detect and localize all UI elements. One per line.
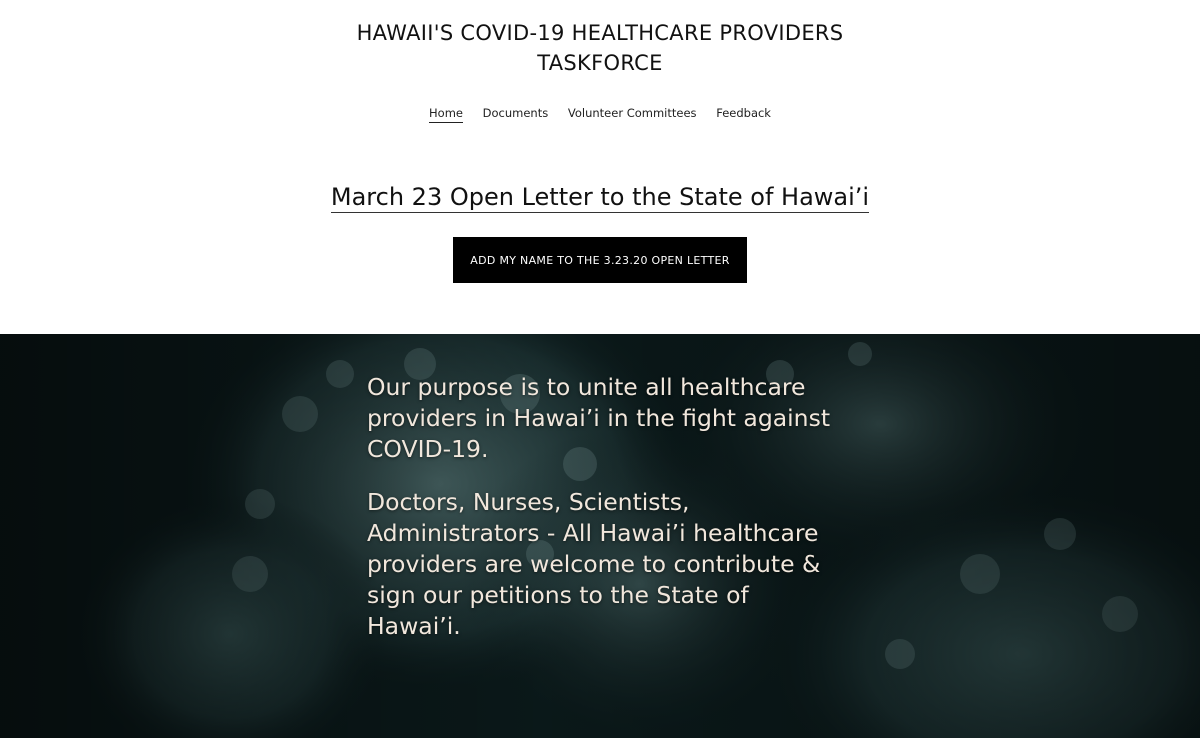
add-my-name-button[interactable]: ADD MY NAME TO THE 3.23.20 OPEN LETTER bbox=[453, 237, 747, 283]
hero-banner bbox=[0, 334, 1200, 738]
letter-heading-container bbox=[0, 183, 1200, 211]
nav-item-feedback[interactable]: Feedback bbox=[716, 106, 771, 120]
site-title-line2: TASKFORCE bbox=[537, 51, 663, 75]
site-title-line1: HAWAII'S COVID-19 HEALTHCARE PROVIDERS bbox=[356, 21, 844, 45]
nav-item-documents[interactable]: Documents bbox=[482, 106, 549, 120]
nav-item-home[interactable]: Home bbox=[429, 106, 463, 123]
banner-text bbox=[367, 372, 847, 664]
welcome-paragraph: Doctors, Nurses, Scientists, Administrators - All Hawai’i healthcare providers are welcome to contribute & sign our petitions to the State of Hawai’i. bbox=[367, 488, 821, 640]
page-bottom-strip bbox=[0, 738, 1200, 750]
site-title[interactable] bbox=[0, 18, 1200, 78]
purpose-paragraph: Our purpose is to unite all healthcare providers in Hawai’i in the fight against COVID-19. bbox=[367, 373, 831, 463]
main-nav bbox=[0, 106, 1200, 123]
nav-item-volunteer-committees[interactable]: Volunteer Committees bbox=[567, 106, 697, 120]
open-letter-link[interactable]: March 23 Open Letter to the State of Hawai’i bbox=[330, 183, 870, 211]
